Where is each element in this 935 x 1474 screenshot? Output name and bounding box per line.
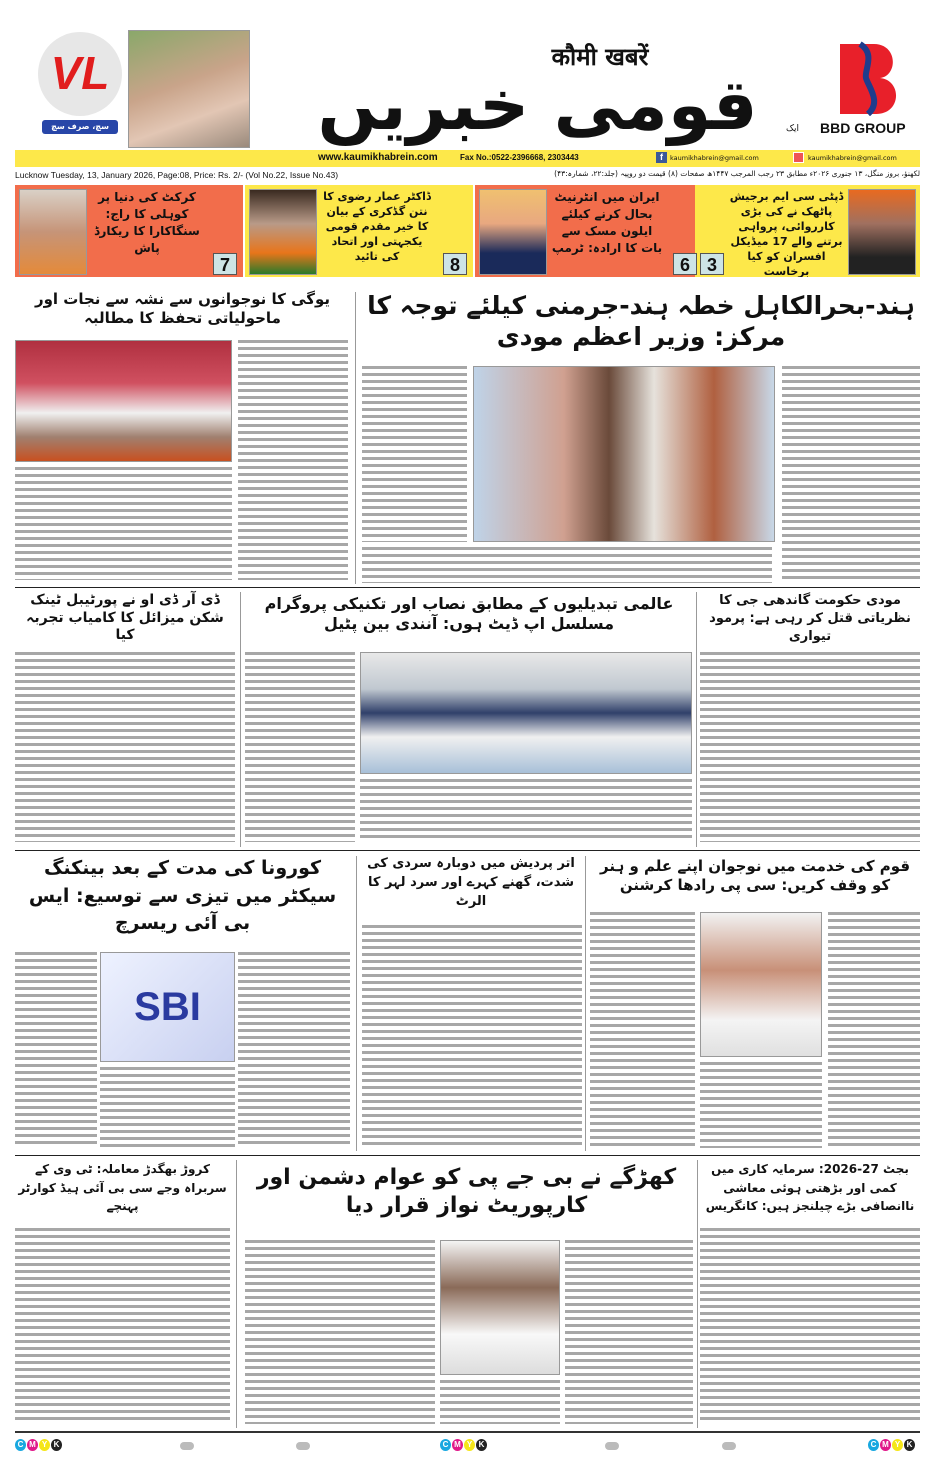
sbi-story-text [15, 952, 97, 1147]
sbi-story-text [238, 952, 350, 1147]
headline-lead: ہند-بحرالکاہل خطہ ہند-جرمنی کیلئے توجہ کا مرکز: وزیر اعظم مودی [360, 290, 922, 353]
masthead-title: قومی خبریں [317, 64, 758, 146]
teaser-headline: ڈاکٹر عمار رضوی کا نتن گڈکری کے بیان کا خیر مقدم قومی یکجہتی اور اتحاد کی تائید [323, 190, 431, 263]
kharge-story-text [245, 1240, 435, 1424]
cmyk-registration-mark: C M Y K [868, 1439, 915, 1451]
pramod-story-text [700, 652, 920, 842]
headline-tvk-cbi: کروڑ بھگدڑ معاملہ: ٹی وی کے سربراہ وجے سی بی آئی ہیڈ کوارٹر پہنچے [15, 1160, 230, 1216]
masthead-hindi-title: कौमी खबरें [551, 43, 649, 71]
headline-kharge: کھڑگے نے بی جے پی کو عوام دشمن اور کارپوریٹ نواز قرار دیا [240, 1164, 693, 1219]
dateline-english: Lucknow Tuesday, 13, January 2026, Page:08, Price: Rs. 2/- (Vol No.22, Issue No.43) [15, 170, 339, 180]
sbi-story-text [100, 1067, 235, 1147]
headline-anandiben: عالمی تبدیلیوں کے مطابق نصاب اور تکنیکی پروگرام مسلسل اپ ڈیٹ ہوں: آنندی بین پٹیل [245, 594, 693, 634]
email-address[interactable]: kaumikhabrein@gmail.com [808, 154, 897, 162]
registration-mark [180, 1442, 194, 1450]
cmyk-registration-mark: C M Y K [440, 1439, 487, 1451]
page-number: 6 [673, 253, 697, 275]
vl-tagline: سچ، صرف سچ [42, 120, 118, 134]
modi-merz-photo [473, 366, 775, 542]
vl-logo-mark: VL [50, 47, 110, 99]
headline-pramod-tiwari: مودی حکومت گاندھی جی کا نظریاتی قتل کر رہی ہے: پرمود تیواری [700, 592, 920, 647]
drdo-story-text [15, 652, 235, 842]
ammar-rizvi-photo [249, 189, 317, 275]
facebook-handle[interactable]: kaumikhabrein@gmail.com [670, 154, 759, 162]
page-number: 8 [443, 253, 467, 275]
kohli-photo [19, 189, 87, 275]
anandiben-event-photo [360, 652, 692, 774]
cbi-story-text [15, 1228, 230, 1424]
headline-drdo: ڈی آر ڈی او نے پورٹیبل ٹینک شکن میزائل کا کامیاب تجربہ کیا [15, 592, 235, 645]
radhakrishnan-story-text [828, 912, 920, 1148]
advertisement-photo [128, 30, 250, 148]
vl-logo [38, 32, 122, 136]
trump-photo [479, 189, 547, 275]
website-link[interactable]: www.kaumikhabrein.com [318, 152, 438, 163]
registration-mark [296, 1442, 310, 1450]
teaser-headline: ایران میں انٹرنیٹ بحال کرنے کیلئے ایلون مسک سے بات کا ارادہ: ٹرمپ [551, 190, 663, 255]
headline-budget: بجٹ 27-2026: سرمایہ کاری میں کمی اور بڑھتی ہوئی معاشی ناانصافی بڑے چیلنجز ہیں: کانگریس [700, 1160, 920, 1216]
anandiben-story-text [245, 652, 355, 842]
brajesh-pathak-photo [848, 189, 916, 275]
headline-sbi: کورونا کی مدت کے بعد بینکنگ سیکٹر میں تیزی سے توسیع: ایس بی آئی ریسرچ [15, 855, 350, 938]
yogi-event-photo [15, 340, 232, 462]
anandiben-story-text [360, 779, 692, 842]
bbd-group-label: BBD GROUP [820, 120, 906, 136]
lead-story-text [362, 366, 467, 542]
headline-cold-wave: اتر پردیش میں دوبارہ سردی کی شدت، گھنے کہرے اور سرد لہر کا الرٹ [362, 855, 580, 912]
yogi-story-text [238, 340, 348, 580]
bbd-logo [836, 40, 910, 116]
headline-yogi: یوگی کا نوجوانوں سے نشہ سے نجات اور ماحولیاتی تحفظ کا مطالبہ [15, 290, 350, 328]
yogi-story-text [15, 467, 232, 580]
footer-rule [15, 1431, 920, 1433]
sbi-logo-image [100, 952, 235, 1062]
registration-mark [605, 1442, 619, 1450]
kharge-photo [440, 1240, 560, 1375]
kharge-story-text [440, 1380, 560, 1424]
page-number: 7 [213, 253, 237, 275]
lead-story-text [782, 366, 920, 583]
headline-radhakrishnan: قوم کی خدمت میں نوجوان اپنے علم و ہنر کو وقف کریں: سی پی رادھا کرشنن [590, 857, 920, 895]
kharge-story-text [565, 1240, 693, 1424]
teaser-headline: کرکٹ کی دنیا پر کوہلی کا راج: سنگاکارا کا ریکارڈ پاش [94, 190, 200, 255]
fax-number: Fax No.:0522-2396668, 2303443 [460, 153, 579, 162]
teaser-box-8[interactable] [245, 185, 473, 277]
email-icon [793, 152, 804, 163]
radhakrishnan-story-text [590, 912, 695, 1148]
bbd-prefix: ایک [786, 124, 800, 134]
cmyk-registration-mark: C M Y K [15, 1439, 62, 1451]
teaser-headline: ڈپٹی سی ایم برجیش پاٹھک نے کی بڑی کارروائی، پرواہی برتنے والے 17 میڈیکل افسران کو کیا برخاست [729, 190, 844, 277]
sbi-logo-text: SBI [134, 984, 201, 1029]
facebook-icon: f [656, 152, 667, 163]
teaser-box-3[interactable] [695, 185, 920, 277]
budget-story-text [700, 1228, 920, 1424]
page-number: 3 [700, 253, 724, 275]
cold-wave-story-text [362, 925, 582, 1148]
radhakrishnan-story-text [700, 1062, 822, 1148]
radhakrishnan-photo [700, 912, 822, 1057]
registration-mark [722, 1442, 736, 1450]
teaser-box-6[interactable] [475, 185, 703, 277]
lead-story-text [362, 547, 772, 583]
dateline-urdu: لکھنؤ، بروز منگل، ۱۳ جنوری ۲۰۲۶ء مطابق ۲۳ رجب المرجب ۱۴۴۷ھ صفحات (۸) قیمت دو روپیہ (جلد:۲۲، شمارہ:۴۳) [554, 169, 920, 178]
teaser-box-7[interactable] [15, 185, 243, 277]
